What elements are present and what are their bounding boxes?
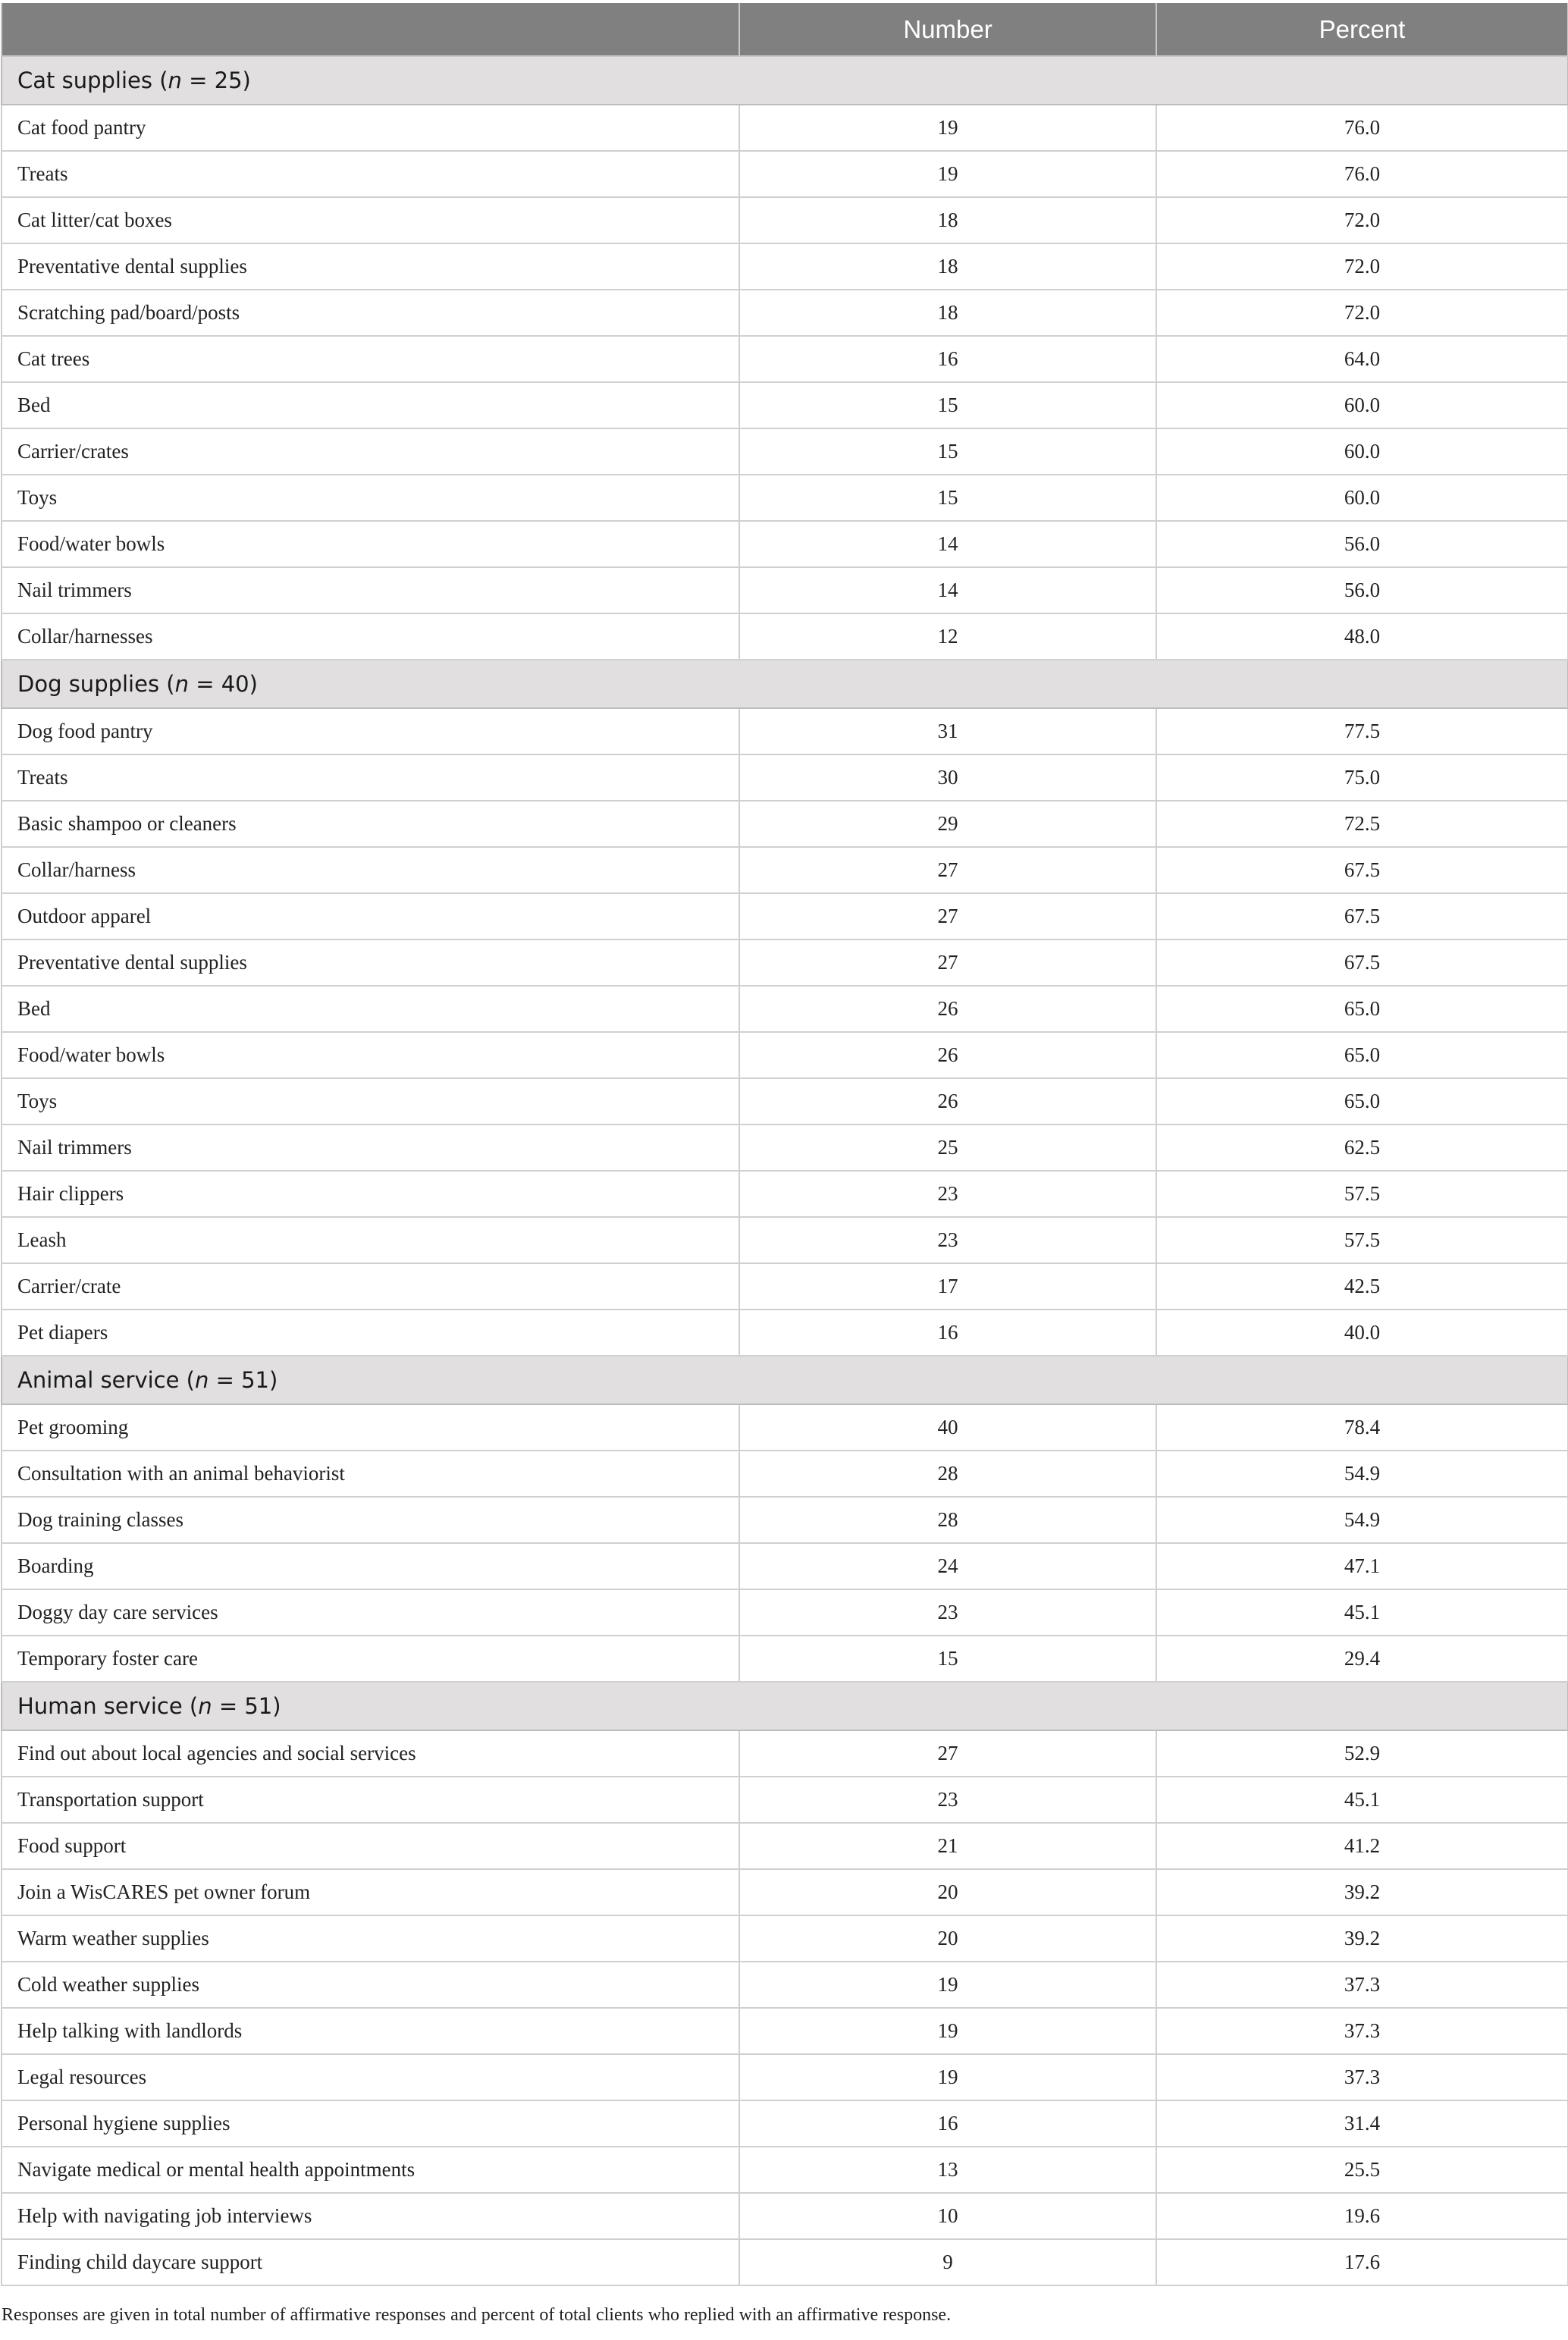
percent-cell: 48.0 bbox=[1156, 613, 1568, 660]
number-cell: 27 bbox=[739, 939, 1156, 986]
section-header-row bbox=[2, 1682, 1568, 1730]
table-row bbox=[2, 1217, 1568, 1263]
number-cell: 14 bbox=[739, 521, 1156, 567]
item-label: Help with navigating job interviews bbox=[2, 2193, 739, 2239]
item-label: Bed bbox=[2, 986, 739, 1032]
percent-cell: 39.2 bbox=[1156, 1915, 1568, 1962]
section-title-text: Cat supplies ( bbox=[17, 67, 168, 93]
percent-cell: 65.0 bbox=[1156, 1078, 1568, 1125]
item-label: Find out about local agencies and social services bbox=[2, 1730, 739, 1777]
percent-cell: 47.1 bbox=[1156, 1543, 1568, 1589]
percent-cell: 76.0 bbox=[1156, 151, 1568, 197]
percent-cell: 60.0 bbox=[1156, 475, 1568, 521]
item-label: Pet grooming bbox=[2, 1404, 739, 1451]
item-label: Toys bbox=[2, 1078, 739, 1125]
number-cell: 20 bbox=[739, 1869, 1156, 1915]
number-cell: 28 bbox=[739, 1451, 1156, 1497]
number-cell: 14 bbox=[739, 567, 1156, 613]
percent-cell: 72.5 bbox=[1156, 801, 1568, 847]
number-cell: 21 bbox=[739, 1823, 1156, 1869]
number-cell: 24 bbox=[739, 1543, 1156, 1589]
header-row bbox=[2, 3, 1568, 56]
item-label: Help talking with landlords bbox=[2, 2008, 739, 2054]
item-label: Consultation with an animal behaviorist bbox=[2, 1451, 739, 1497]
percent-cell: 45.1 bbox=[1156, 1777, 1568, 1823]
table-body bbox=[2, 56, 1568, 2285]
percent-cell: 37.3 bbox=[1156, 1962, 1568, 2008]
percent-cell: 19.6 bbox=[1156, 2193, 1568, 2239]
item-label: Cat trees bbox=[2, 336, 739, 382]
header-number: Number bbox=[739, 3, 1156, 56]
percent-cell: 40.0 bbox=[1156, 1310, 1568, 1356]
table-row bbox=[2, 1310, 1568, 1356]
table-row bbox=[2, 2193, 1568, 2239]
item-label: Finding child daycare support bbox=[2, 2239, 739, 2285]
number-cell: 15 bbox=[739, 428, 1156, 475]
section-title bbox=[2, 1682, 1568, 1730]
number-cell: 16 bbox=[739, 2100, 1156, 2147]
table-row bbox=[2, 336, 1568, 382]
number-cell: 16 bbox=[739, 336, 1156, 382]
item-label: Carrier/crates bbox=[2, 428, 739, 475]
number-cell: 19 bbox=[739, 2008, 1156, 2054]
item-label: Collar/harnesses bbox=[2, 613, 739, 660]
percent-cell: 76.0 bbox=[1156, 105, 1568, 151]
number-cell: 16 bbox=[739, 1310, 1156, 1356]
table-row bbox=[2, 1497, 1568, 1543]
table-row bbox=[2, 475, 1568, 521]
table-row bbox=[2, 197, 1568, 243]
percent-cell: 45.1 bbox=[1156, 1589, 1568, 1636]
number-cell: 29 bbox=[739, 801, 1156, 847]
table-row bbox=[2, 1171, 1568, 1217]
table-row bbox=[2, 2008, 1568, 2054]
header-item bbox=[2, 3, 739, 56]
item-label: Food support bbox=[2, 1823, 739, 1869]
item-label: Treats bbox=[2, 151, 739, 197]
item-label: Warm weather supplies bbox=[2, 1915, 739, 1962]
table-row bbox=[2, 939, 1568, 986]
item-label: Toys bbox=[2, 475, 739, 521]
number-cell: 15 bbox=[739, 475, 1156, 521]
percent-cell: 29.4 bbox=[1156, 1636, 1568, 1682]
number-cell: 40 bbox=[739, 1404, 1156, 1451]
percent-cell: 64.0 bbox=[1156, 336, 1568, 382]
item-label: Cold weather supplies bbox=[2, 1962, 739, 2008]
item-label: Collar/harness bbox=[2, 847, 739, 893]
header-percent: Percent bbox=[1156, 3, 1568, 56]
item-label: Scratching pad/board/posts bbox=[2, 290, 739, 336]
number-cell: 19 bbox=[739, 1962, 1156, 2008]
section-title bbox=[2, 1356, 1568, 1404]
table-row bbox=[2, 986, 1568, 1032]
number-cell: 27 bbox=[739, 847, 1156, 893]
section-header-row bbox=[2, 1356, 1568, 1404]
section-title bbox=[2, 660, 1568, 708]
table-row bbox=[2, 1730, 1568, 1777]
percent-cell: 78.4 bbox=[1156, 1404, 1568, 1451]
section-title-text: Animal service ( bbox=[17, 1367, 195, 1393]
table-row bbox=[2, 567, 1568, 613]
number-cell: 10 bbox=[739, 2193, 1156, 2239]
number-cell: 25 bbox=[739, 1125, 1156, 1171]
item-label: Join a WisCARES pet owner forum bbox=[2, 1869, 739, 1915]
item-label: Food/water bowls bbox=[2, 1032, 739, 1078]
percent-cell: 17.6 bbox=[1156, 2239, 1568, 2285]
item-label: Outdoor apparel bbox=[2, 893, 739, 939]
item-label: Cat litter/cat boxes bbox=[2, 197, 739, 243]
section-header-row bbox=[2, 56, 1568, 105]
table-row bbox=[2, 1451, 1568, 1497]
number-cell: 27 bbox=[739, 893, 1156, 939]
table-row bbox=[2, 1125, 1568, 1171]
item-label: Leash bbox=[2, 1217, 739, 1263]
item-label: Treats bbox=[2, 754, 739, 801]
section-title-text: Dog supplies ( bbox=[17, 671, 175, 697]
number-cell: 26 bbox=[739, 986, 1156, 1032]
table-row bbox=[2, 2239, 1568, 2285]
percent-cell: 54.9 bbox=[1156, 1497, 1568, 1543]
item-label: Basic shampoo or cleaners bbox=[2, 801, 739, 847]
item-label: Cat food pantry bbox=[2, 105, 739, 151]
percent-cell: 31.4 bbox=[1156, 2100, 1568, 2147]
item-label: Personal hygiene supplies bbox=[2, 2100, 739, 2147]
percent-cell: 60.0 bbox=[1156, 428, 1568, 475]
number-cell: 18 bbox=[739, 243, 1156, 290]
table-footnote: Responses are given in total number of affirmative responses and percent of total clients who replied with an affirmative response. bbox=[2, 2305, 952, 2325]
table-row bbox=[2, 521, 1568, 567]
item-label: Pet diapers bbox=[2, 1310, 739, 1356]
table-row bbox=[2, 1263, 1568, 1310]
percent-cell: 56.0 bbox=[1156, 567, 1568, 613]
table-row bbox=[2, 290, 1568, 336]
number-cell: 18 bbox=[739, 290, 1156, 336]
table-row bbox=[2, 1636, 1568, 1682]
percent-cell: 52.9 bbox=[1156, 1730, 1568, 1777]
item-label: Navigate medical or mental health appointments bbox=[2, 2147, 739, 2193]
item-label: Dog food pantry bbox=[2, 708, 739, 754]
number-cell: 23 bbox=[739, 1589, 1156, 1636]
number-cell: 19 bbox=[739, 2054, 1156, 2100]
section-n-label: n bbox=[198, 1693, 212, 1719]
section-n-value: = 51) bbox=[212, 1693, 281, 1719]
table-row bbox=[2, 2100, 1568, 2147]
percent-cell: 37.3 bbox=[1156, 2054, 1568, 2100]
percent-cell: 72.0 bbox=[1156, 243, 1568, 290]
table-row bbox=[2, 382, 1568, 428]
percent-cell: 67.5 bbox=[1156, 893, 1568, 939]
table-row bbox=[2, 1915, 1568, 1962]
percent-cell: 65.0 bbox=[1156, 986, 1568, 1032]
number-cell: 23 bbox=[739, 1777, 1156, 1823]
number-cell: 30 bbox=[739, 754, 1156, 801]
table-row bbox=[2, 847, 1568, 893]
section-n-value: = 40) bbox=[189, 671, 258, 697]
item-label: Nail trimmers bbox=[2, 1125, 739, 1171]
percent-cell: 54.9 bbox=[1156, 1451, 1568, 1497]
table-row bbox=[2, 2054, 1568, 2100]
table-row bbox=[2, 105, 1568, 151]
item-label: Preventative dental supplies bbox=[2, 243, 739, 290]
percent-cell: 72.0 bbox=[1156, 197, 1568, 243]
percent-cell: 62.5 bbox=[1156, 1125, 1568, 1171]
number-cell: 26 bbox=[739, 1078, 1156, 1125]
number-cell: 26 bbox=[739, 1032, 1156, 1078]
table-row bbox=[2, 1032, 1568, 1078]
number-cell: 20 bbox=[739, 1915, 1156, 1962]
number-cell: 18 bbox=[739, 197, 1156, 243]
percent-cell: 56.0 bbox=[1156, 521, 1568, 567]
section-n-label: n bbox=[174, 671, 189, 697]
table-row bbox=[2, 428, 1568, 475]
table-row bbox=[2, 893, 1568, 939]
item-label: Bed bbox=[2, 382, 739, 428]
number-cell: 19 bbox=[739, 151, 1156, 197]
number-cell: 23 bbox=[739, 1217, 1156, 1263]
percent-cell: 57.5 bbox=[1156, 1171, 1568, 1217]
percent-cell: 67.5 bbox=[1156, 939, 1568, 986]
percent-cell: 60.0 bbox=[1156, 382, 1568, 428]
percent-cell: 25.5 bbox=[1156, 2147, 1568, 2193]
percent-cell: 65.0 bbox=[1156, 1032, 1568, 1078]
number-cell: 12 bbox=[739, 613, 1156, 660]
percent-cell: 42.5 bbox=[1156, 1263, 1568, 1310]
percent-cell: 57.5 bbox=[1156, 1217, 1568, 1263]
table-row bbox=[2, 708, 1568, 754]
table-row bbox=[2, 1869, 1568, 1915]
percent-cell: 37.3 bbox=[1156, 2008, 1568, 2054]
percent-cell: 41.2 bbox=[1156, 1823, 1568, 1869]
item-label: Doggy day care services bbox=[2, 1589, 739, 1636]
supplies-services-table bbox=[1, 3, 1568, 2286]
number-cell: 27 bbox=[739, 1730, 1156, 1777]
section-n-value: = 51) bbox=[209, 1367, 278, 1393]
item-label: Dog training classes bbox=[2, 1497, 739, 1543]
table-row bbox=[2, 801, 1568, 847]
table-row bbox=[2, 1543, 1568, 1589]
item-label: Food/water bowls bbox=[2, 521, 739, 567]
table-row bbox=[2, 1589, 1568, 1636]
item-label: Preventative dental supplies bbox=[2, 939, 739, 986]
number-cell: 15 bbox=[739, 382, 1156, 428]
number-cell: 31 bbox=[739, 708, 1156, 754]
item-label: Temporary foster care bbox=[2, 1636, 739, 1682]
table-row bbox=[2, 243, 1568, 290]
table-row bbox=[2, 613, 1568, 660]
section-n-value: = 25) bbox=[181, 67, 251, 93]
item-label: Boarding bbox=[2, 1543, 739, 1589]
number-cell: 28 bbox=[739, 1497, 1156, 1543]
item-label: Carrier/crate bbox=[2, 1263, 739, 1310]
table-row bbox=[2, 2147, 1568, 2193]
table-row bbox=[2, 1404, 1568, 1451]
number-cell: 15 bbox=[739, 1636, 1156, 1682]
table-row bbox=[2, 151, 1568, 197]
table-row bbox=[2, 1962, 1568, 2008]
table-row bbox=[2, 1777, 1568, 1823]
section-header-row bbox=[2, 660, 1568, 708]
section-title-text: Human service ( bbox=[17, 1693, 199, 1719]
number-cell: 19 bbox=[739, 105, 1156, 151]
percent-cell: 67.5 bbox=[1156, 847, 1568, 893]
section-title bbox=[2, 56, 1568, 105]
number-cell: 9 bbox=[739, 2239, 1156, 2285]
percent-cell: 75.0 bbox=[1156, 754, 1568, 801]
item-label: Nail trimmers bbox=[2, 567, 739, 613]
number-cell: 17 bbox=[739, 1263, 1156, 1310]
section-n-label: n bbox=[194, 1367, 209, 1393]
number-cell: 13 bbox=[739, 2147, 1156, 2193]
item-label: Transportation support bbox=[2, 1777, 739, 1823]
percent-cell: 39.2 bbox=[1156, 1869, 1568, 1915]
percent-cell: 72.0 bbox=[1156, 290, 1568, 336]
number-cell: 23 bbox=[739, 1171, 1156, 1217]
section-n-label: n bbox=[168, 67, 182, 93]
item-label: Legal resources bbox=[2, 2054, 739, 2100]
percent-cell: 77.5 bbox=[1156, 708, 1568, 754]
item-label: Hair clippers bbox=[2, 1171, 739, 1217]
table-row bbox=[2, 1823, 1568, 1869]
table-row bbox=[2, 754, 1568, 801]
table-row bbox=[2, 1078, 1568, 1125]
